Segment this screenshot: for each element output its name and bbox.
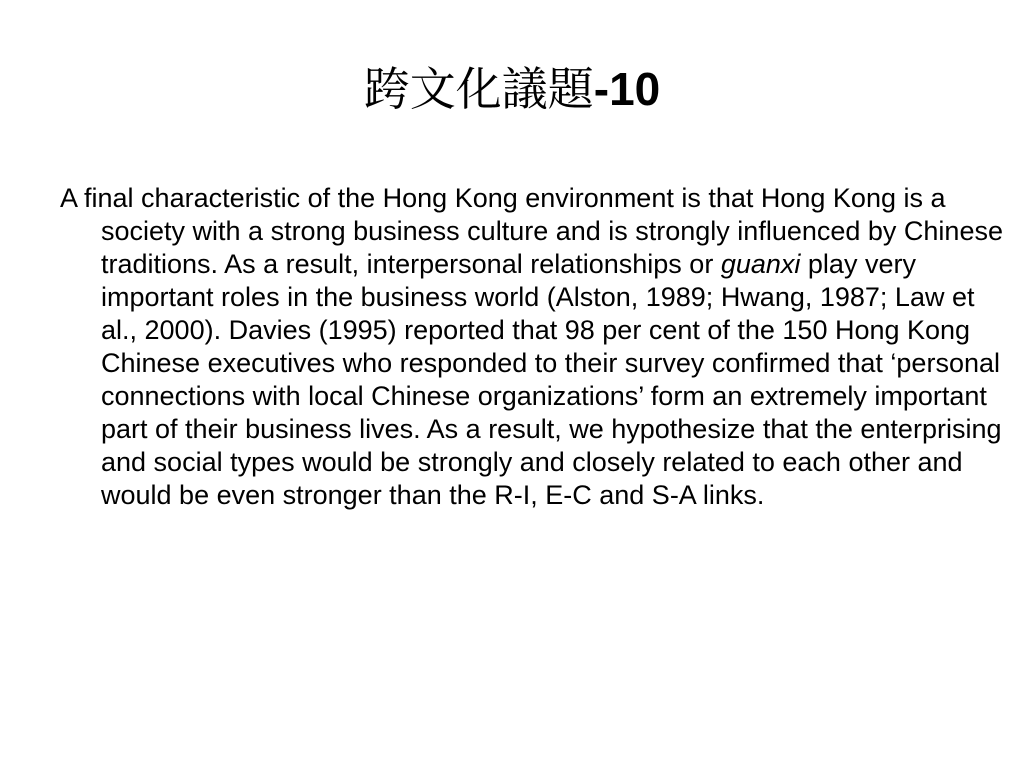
slide-title-chinese: 跨文化議題	[363, 63, 594, 115]
body-paragraph	[60, 182, 1011, 512]
slide-title-number: -10	[593, 63, 661, 115]
body-italic-term: guanxi	[720, 249, 801, 279]
slide-title	[0, 62, 1024, 117]
body-text-part-1: A final characteristic of the Hong Kong environment is that Hong Kong is a society with a strong business culture and is strongly influenced by Chinese traditions. As a result, interpersonal relationships or	[60, 183, 1003, 279]
body-text-part-2: play very important roles in the business world (Alston, 1989; Hwang, 1987; Law et al., 2000). Davies (1995) reported that 98 per cent of the 150 Hong Kong Chinese executives who responded to their survey confirmed that ‘personal connections with local Chinese organizations’ form an extremely important part of their business lives. As a result, we hypothesize that the enterprising and social types would be strongly and closely related to each other and would be even stronger than the R-I, E-C and S-A links.	[101, 249, 1002, 510]
